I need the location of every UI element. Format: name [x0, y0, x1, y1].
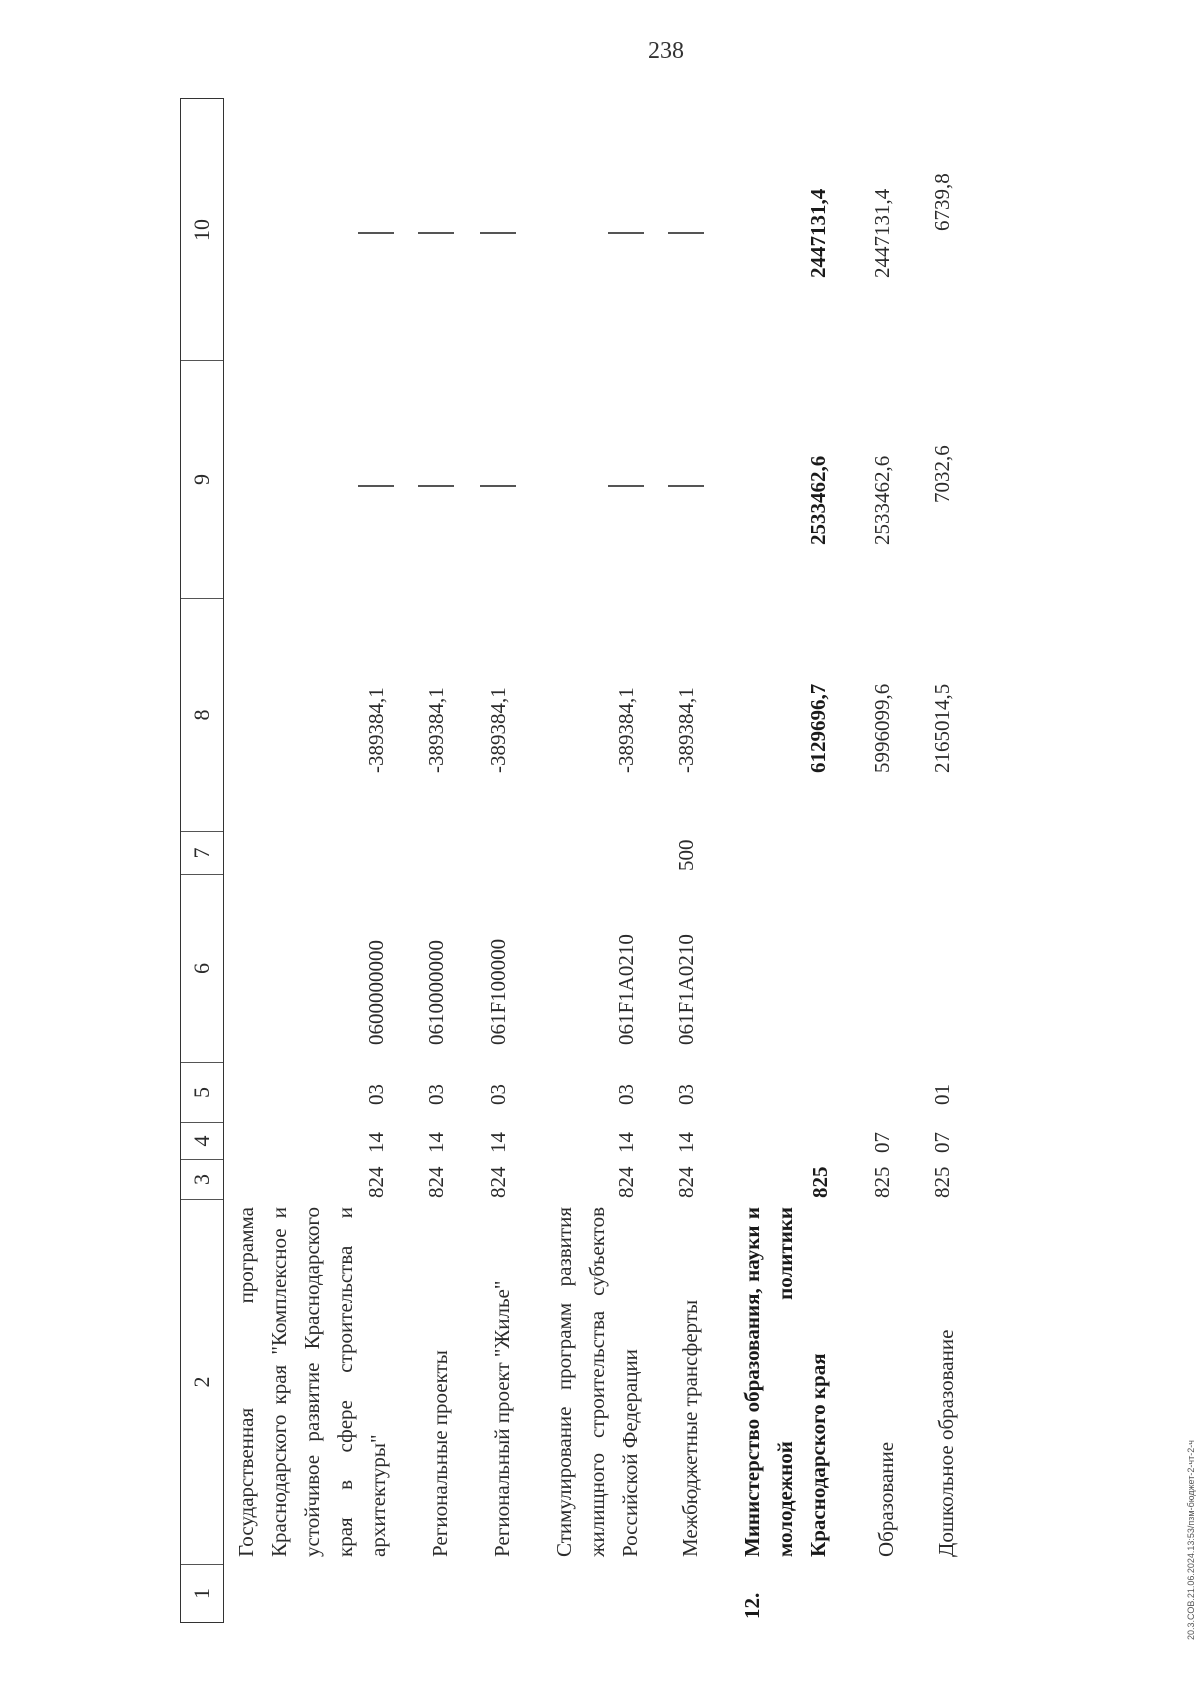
row-col10-dash	[608, 232, 644, 234]
row-col5: 03	[424, 1084, 448, 1105]
row-col8: -389384,1	[364, 687, 388, 773]
row-col5: 03	[674, 1084, 698, 1105]
row-col10-dash	[418, 232, 454, 234]
row-col3: 824	[486, 1166, 510, 1198]
footer-code: 20.3.СОВ.21.06.2024.13:53/пзм-бюджет-2-чт-2-ч	[1186, 1440, 1196, 1640]
page-number: 238	[648, 38, 684, 64]
row-col8: -389384,1	[424, 687, 448, 773]
row-name: Стимулирование программ развития жилищного строительства субъектов Российской Федерации	[552, 1207, 642, 1557]
row-name: Образование	[874, 1441, 898, 1557]
row-col10-dash	[358, 232, 394, 234]
row-col8: 6129696,7	[806, 683, 830, 773]
row-col4: 14	[486, 1132, 510, 1153]
row-col10: 6739,8	[930, 173, 954, 231]
row-name: Региональные проекты	[428, 1350, 452, 1557]
col-header-1: 1	[181, 1564, 223, 1622]
row-number: 12.	[740, 1592, 764, 1619]
row-col9: 7032,6	[930, 445, 954, 503]
row-col7: 500	[674, 839, 698, 871]
row-col9-dash	[418, 485, 454, 487]
row-col4: 14	[424, 1132, 448, 1153]
row-name: Министерство образования, науки и молодежной политики Краснодарского края	[740, 1207, 830, 1557]
col-header-7: 7	[181, 831, 223, 874]
row-col6: 0610000000	[424, 940, 448, 1045]
row-col3: 825	[870, 1166, 894, 1198]
row-col3: 824	[614, 1166, 638, 1198]
row-name: Региональный проект "Жилье"	[490, 1280, 514, 1557]
row-col6: 061F1A0210	[674, 934, 698, 1045]
row-col5: 03	[486, 1084, 510, 1105]
row-col10-dash	[668, 232, 704, 234]
row-col6: 061F1A0210	[614, 934, 638, 1045]
row-col9-dash	[608, 485, 644, 487]
row-name: Дошкольное образование	[934, 1329, 958, 1557]
row-name: Межбюджетные трансферты	[678, 1299, 702, 1557]
row-col6: 0600000000	[364, 940, 388, 1045]
row-col9-dash	[480, 485, 516, 487]
col-header-8: 8	[181, 598, 223, 831]
row-col3: 824	[674, 1166, 698, 1198]
col-header-6: 6	[181, 874, 223, 1062]
row-name: Государственная программа Краснодарского края "Комплексное и устойчивое развитие Краснодарского края в сфере строительства и архитектуры"	[234, 1207, 390, 1557]
budget-table	[180, 98, 990, 1623]
row-col10-dash	[480, 232, 516, 234]
row-col8: 5996099,6	[870, 683, 894, 773]
row-col9: 2533462,6	[806, 455, 830, 545]
row-col9: 2533462,6	[870, 455, 894, 545]
row-col9-dash	[358, 485, 394, 487]
row-col6: 061F100000	[486, 938, 510, 1045]
row-col8: -389384,1	[614, 687, 638, 773]
row-col9-dash	[668, 485, 704, 487]
row-col8: -389384,1	[486, 687, 510, 773]
row-col3: 825	[930, 1166, 954, 1198]
col-header-2: 2	[181, 1199, 223, 1564]
row-col4: 14	[614, 1132, 638, 1153]
row-col4: 07	[930, 1132, 954, 1153]
col-header-4: 4	[181, 1122, 223, 1159]
row-col4: 14	[364, 1132, 388, 1153]
row-col5: 03	[364, 1084, 388, 1105]
row-col3: 824	[364, 1166, 388, 1198]
row-col8: 2165014,5	[930, 683, 954, 773]
row-col10: 2447131,4	[870, 188, 894, 278]
row-col4: 07	[870, 1132, 894, 1153]
table-header	[180, 98, 224, 1623]
col-header-3: 3	[181, 1159, 223, 1199]
row-col4: 14	[674, 1132, 698, 1153]
row-col3: 825	[808, 1166, 832, 1198]
col-header-10: 10	[189, 219, 214, 241]
row-col10: 2447131,4	[806, 188, 830, 278]
row-col3: 824	[424, 1166, 448, 1198]
col-header-5: 5	[181, 1062, 223, 1122]
col-header-9: 9	[181, 360, 223, 598]
row-col8: -389384,1	[674, 687, 698, 773]
row-col5: 03	[614, 1084, 638, 1105]
row-col5: 01	[930, 1084, 954, 1105]
